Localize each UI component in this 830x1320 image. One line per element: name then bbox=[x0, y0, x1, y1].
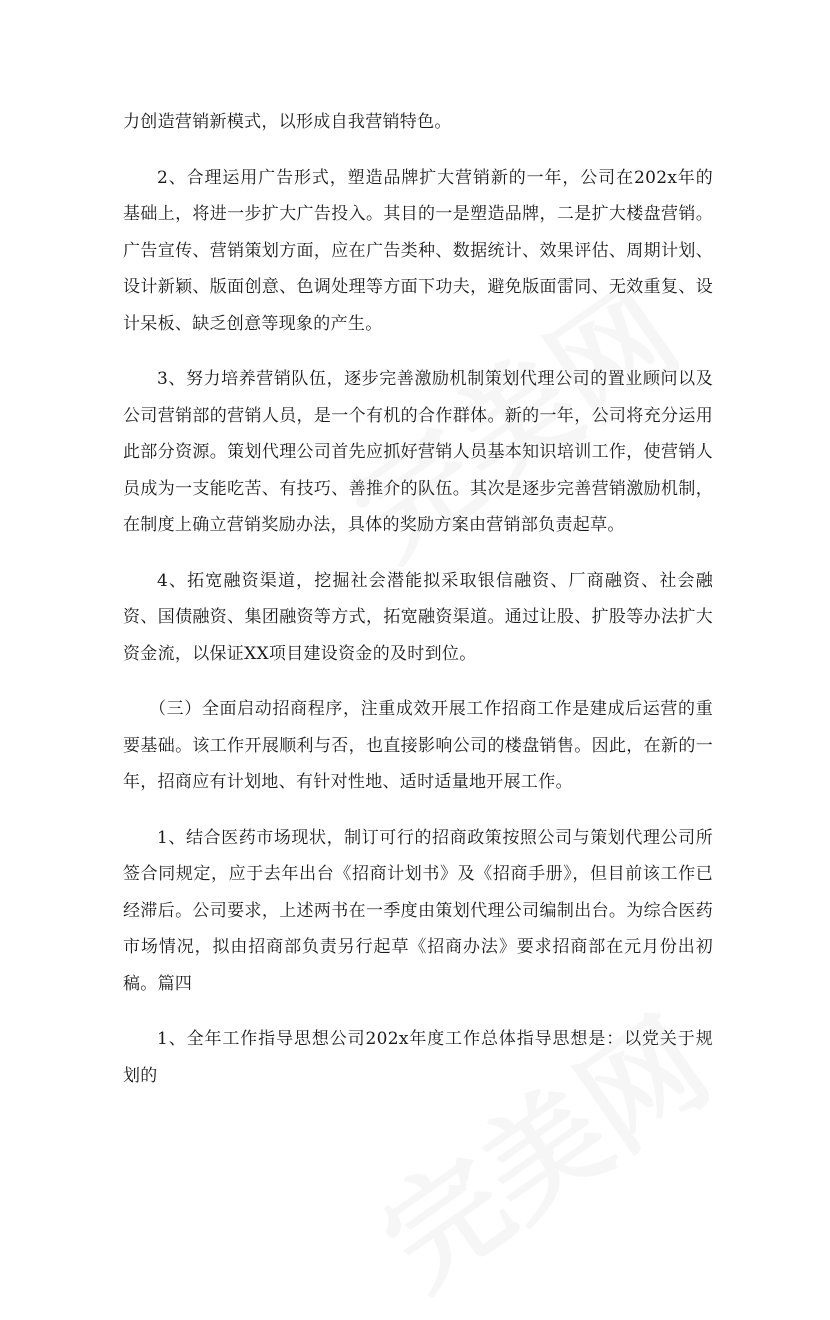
paragraph: 2、合理运用广告形式，塑造品牌扩大营销新的一年，公司在202x年的基础上，将进一步扩大广告投入。其目的一是塑造品牌，二是扩大楼盘营销。广告宣传、营销策划方面，应在广告类种、数据统计、效果评估、周期计划、设计新颖、版面创意、色调处理等方面下功夫，避免版面雷同、无效重复、设计呆板、缺乏创意等现象的产生。 bbox=[123, 167, 713, 334]
paragraph: 4、拓宽融资渠道，挖掘社会潜能拟采取银信融资、厂商融资、社会融资、国债融资、集团融资等方式，拓宽融资渠道。通过让股、扩股等办法扩大资金流，以保证XX项目建设资金的及时到位。 bbox=[123, 570, 713, 664]
paragraph: 1、结合医药市场现状，制订可行的招商政策按照公司与策划代理公司所签合同规定，应于去年出台《招商计划书》及《招商手册》，但目前该工作已经滞后。公司要求，上述两书在一季度由策划代理公司编制出台。为综合医药市场情况，拟由招商部负责另行起草《招商办法》要求招商部在元月份出初稿。篇四 bbox=[123, 827, 713, 994]
paragraph: 力创造营销新模式，以形成自我营销特色。 bbox=[123, 112, 452, 132]
paragraph: 3、努力培养营销队伍，逐步完善激励机制策划代理公司的置业顾问以及公司营销部的营销人员，是一个有机的合作群体。新的一年，公司将充分运用此部分资源。策划代理公司首先应抓好营销人员基本知识培训工作，使营销人员成为一支能吃苦、有技巧、善推介的队伍。其次是逐步完善营销激励机制，在制度上确立营销奖励办法，具体的奖励方案由营销部负责起草。 bbox=[123, 369, 713, 535]
document-body bbox=[123, 104, 713, 1113]
paragraph: 1、全年工作指导思想公司202x年度工作总体指导思想是：以党关于规划的 bbox=[123, 1029, 713, 1086]
paragraph: （三）全面启动招商程序，注重成效开展工作招商工作是建成后运营的重要基础。该工作开展顺利与否，也直接影响公司的楼盘销售。因此，在新的一年，招商应有计划地、有针对性地、适时适量地开展工作。 bbox=[123, 699, 713, 792]
